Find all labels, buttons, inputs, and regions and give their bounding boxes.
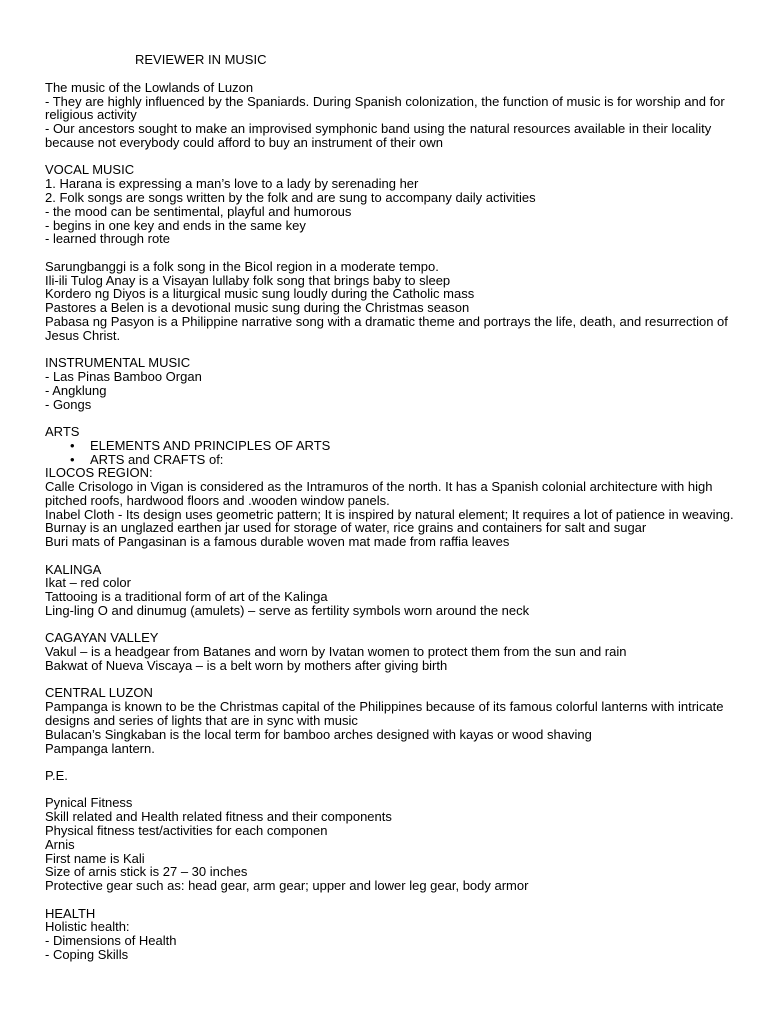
vocal-line: - begins in one key and ends in the same key bbox=[45, 217, 306, 233]
section-heading: ARTS bbox=[45, 423, 80, 439]
section-heading: HEALTH bbox=[45, 905, 96, 921]
fitness-line: Protective gear such as: head gear, arm gear; upper and lower leg gear, body armor bbox=[45, 878, 529, 894]
central-luzon-line: Bulacan’s Singkaban is the local term for bamboo arches designed with kayas or wood shaving bbox=[45, 726, 592, 742]
section-heading: INSTRUMENTAL MUSIC bbox=[45, 355, 191, 371]
list-item bbox=[45, 453, 735, 467]
instrument-line: - Gongs bbox=[45, 396, 92, 412]
arts-line: Calle Crisologo in Vigan is considered as the Intramuros of the north. It has a Spanish colonial architecture with high pitched roofs, hardwood floors and .wooden window panels. bbox=[45, 479, 713, 508]
fitness-line: Arnis bbox=[45, 836, 75, 852]
song-line: Sarungbanggi is a folk song in the Bicol region in a moderate tempo. bbox=[45, 258, 439, 274]
lowlands-intro: The music of the Lowlands of Luzon bbox=[45, 79, 254, 95]
arts-line: Inabel Cloth - Its design uses geometric pattern; It is inspired by natural element; It requires a lot of patience in weaving. bbox=[45, 506, 734, 522]
vocal-music-section bbox=[45, 163, 735, 246]
fitness-section bbox=[45, 796, 735, 893]
health-line: Holistic health: bbox=[45, 919, 130, 935]
fitness-line: Size of arnis stick is 27 – 30 inches bbox=[45, 864, 248, 880]
arts-line: Buri mats of Pangasinan is a famous durable woven mat made from raffia leaves bbox=[45, 534, 510, 550]
song-line: Ili-ili Tulog Anay is a Visayan lullaby folk song that brings baby to sleep bbox=[45, 272, 451, 288]
bullet-icon: • bbox=[70, 437, 75, 453]
cagayan-valley-section bbox=[45, 631, 735, 672]
vocal-line: 2. Folk songs are songs written by the folk and are sung to accompany daily activities bbox=[45, 189, 536, 205]
document-page bbox=[45, 53, 735, 975]
kalinga-line: Ikat – red color bbox=[45, 575, 131, 591]
fitness-line: First name is Kali bbox=[45, 850, 145, 866]
central-luzon-line: Pampanga lantern. bbox=[45, 740, 155, 756]
songs-section bbox=[45, 260, 735, 343]
song-line: Pabasa ng Pasyon is a Philippine narrative song with a dramatic theme and portrays the life, death, and resurrection of Jesus Christ. bbox=[45, 313, 728, 343]
fitness-line: Skill related and Health related fitness and their components bbox=[45, 809, 392, 825]
central-luzon-section bbox=[45, 686, 735, 755]
song-line: Kordero ng Diyos is a liturgical music sung loudly during the Catholic mass bbox=[45, 286, 475, 302]
arts-bullet-list bbox=[45, 439, 735, 467]
vocal-line: - learned through rote bbox=[45, 231, 171, 247]
vocal-line: - the mood can be sentimental, playful and humorous bbox=[45, 203, 352, 219]
kalinga-line: Tattooing is a traditional form of art of the Kalinga bbox=[45, 589, 328, 605]
song-line: Pastores a Belen is a devotional music sung during the Christmas season bbox=[45, 300, 470, 316]
vocal-line: 1. Harana is expressing a man’s love to a lady by serenading her bbox=[45, 176, 419, 192]
lowlands-section bbox=[45, 81, 735, 150]
lowlands-point: - They are highly influenced by the Spaniards. During Spanish colonization, the function of music is for worship and for religious activity bbox=[45, 93, 725, 123]
section-heading: KALINGA bbox=[45, 561, 102, 577]
section-heading: P.E. bbox=[45, 768, 68, 784]
instrument-line: - Las Pinas Bamboo Organ bbox=[45, 368, 202, 384]
arts-section bbox=[45, 425, 735, 549]
fitness-line: Physical fitness test/activities for each componen bbox=[45, 823, 328, 838]
health-line: - Dimensions of Health bbox=[45, 933, 177, 949]
lowlands-point: - Our ancestors sought to make an improvised symphonic band using the natural resources available in their locality because not everybody could afford to buy an instrument of their own bbox=[45, 121, 712, 150]
section-heading: CENTRAL LUZON bbox=[45, 685, 153, 701]
health-section bbox=[45, 907, 735, 962]
document-title: REVIEWER IN MUSIC bbox=[135, 52, 267, 67]
kalinga-line: Ling-ling O and dinumug (amulets) – serve as fertility symbols worn around the neck bbox=[45, 603, 530, 619]
bullet-text: ELEMENTS AND PRINCIPLES OF ARTS bbox=[90, 437, 331, 453]
instrument-line: - Angklung bbox=[45, 382, 107, 398]
bullet-text: ARTS and CRAFTS of: bbox=[90, 451, 224, 467]
arts-line: Burnay is an unglazed earthen jar used for storage of water, rice grains and containers for salt and sugar bbox=[45, 520, 647, 536]
list-item bbox=[45, 439, 735, 453]
cagayan-line: Bakwat of Nueva Viscaya – is a belt worn by mothers after giving birth bbox=[45, 658, 448, 674]
health-line: - Coping Skills bbox=[45, 946, 129, 962]
instrumental-music-section bbox=[45, 356, 735, 411]
pe-section bbox=[45, 769, 735, 783]
fitness-line: Pynical Fitness bbox=[45, 795, 133, 811]
subsection-heading: ILOCOS REGION: bbox=[45, 465, 153, 481]
section-heading: CAGAYAN VALLEY bbox=[45, 630, 159, 646]
bullet-icon: • bbox=[70, 451, 75, 467]
section-heading: VOCAL MUSIC bbox=[45, 162, 135, 178]
kalinga-section bbox=[45, 563, 735, 618]
cagayan-line: Vakul – is a headgear from Batanes and worn by Ivatan women to protect them from the sun and rain bbox=[45, 644, 627, 660]
central-luzon-line: Pampanga is known to be the Christmas capital of the Philippines because of its famous colorful lanterns with intricate designs and series of lights that are in sync with music bbox=[45, 699, 724, 729]
